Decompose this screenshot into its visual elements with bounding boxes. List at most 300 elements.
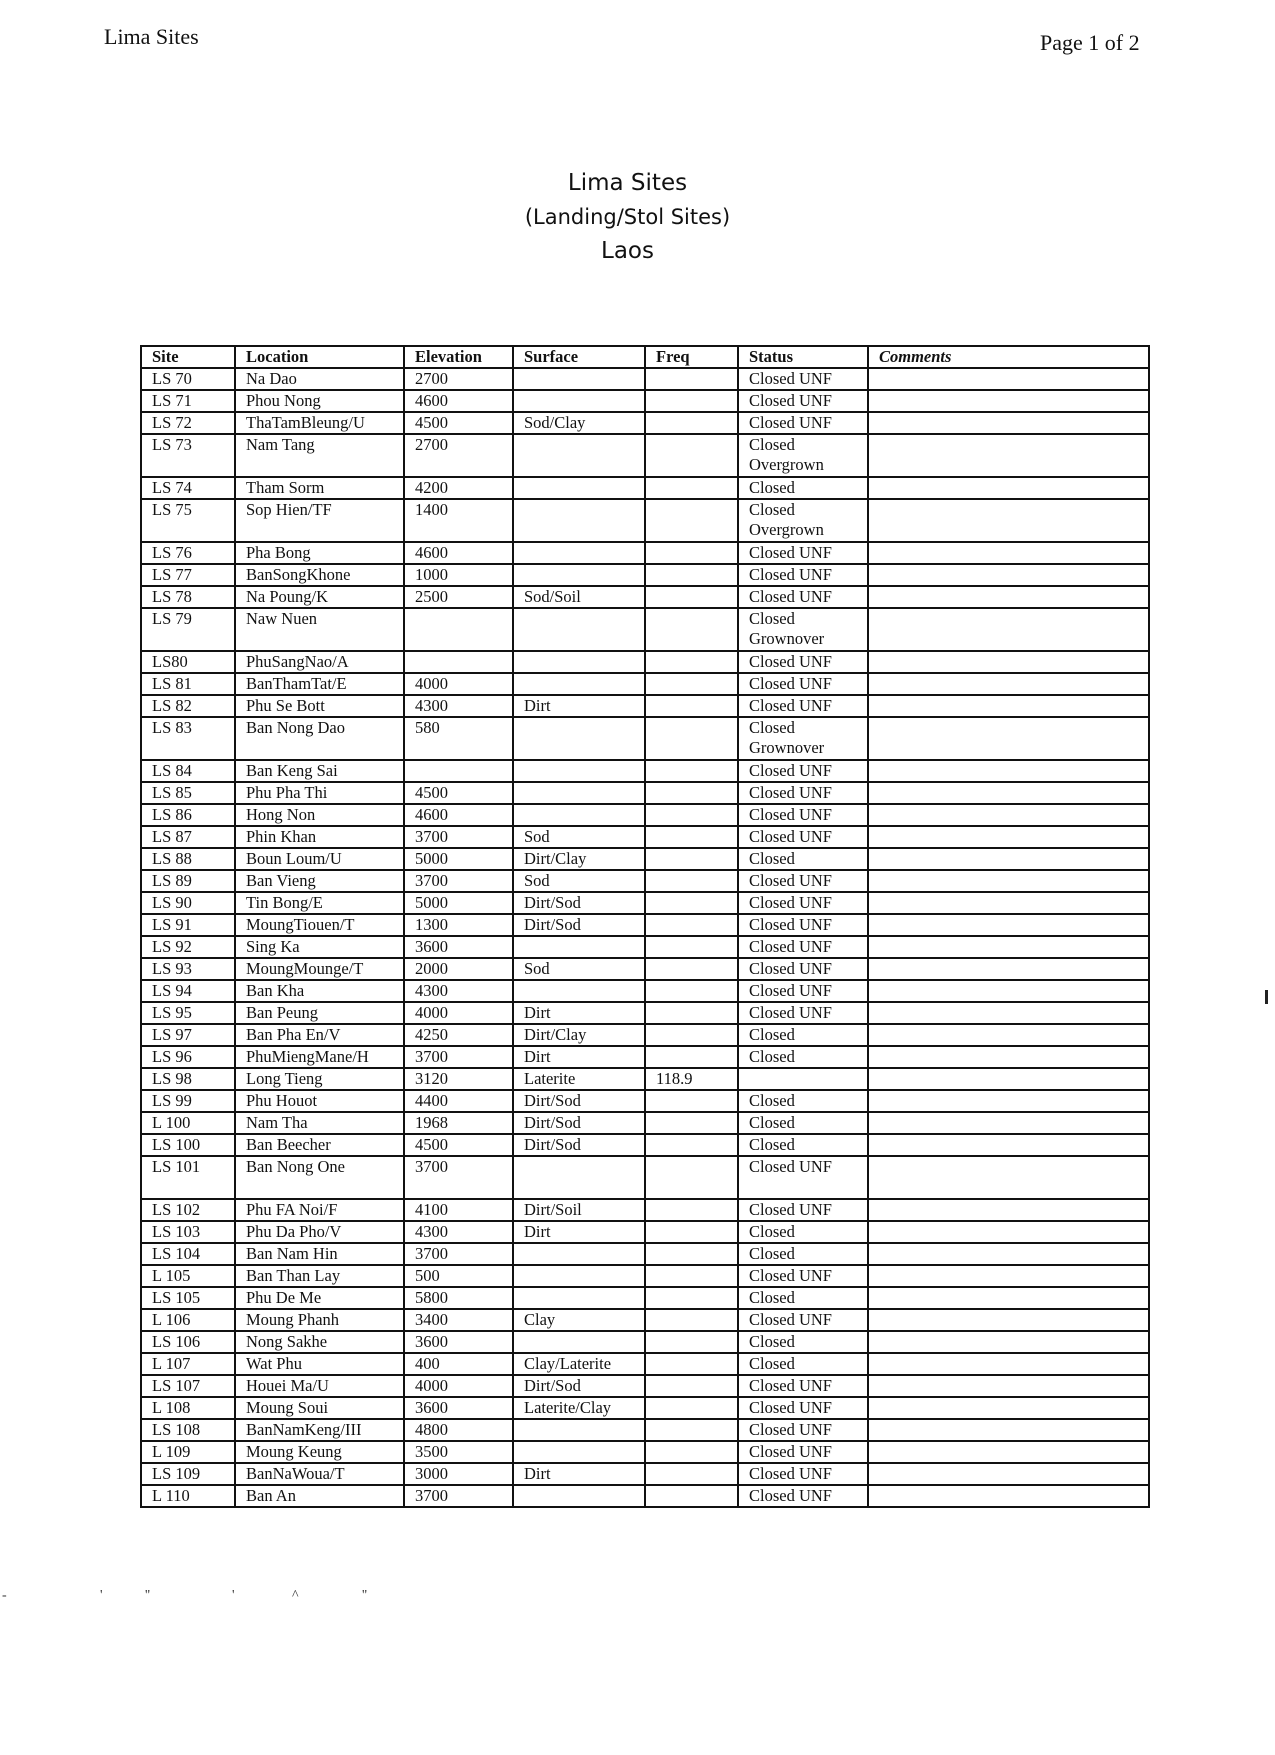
- cell-elevation: 4500: [404, 1134, 513, 1156]
- cell-location: Boun Loum/U: [235, 848, 404, 870]
- cell-surface: [513, 368, 645, 390]
- cell-comments: [868, 1397, 1149, 1419]
- cell-surface: Clay/Laterite: [513, 1353, 645, 1375]
- cell-status: Closed UNF: [738, 980, 868, 1002]
- cell-comments: [868, 673, 1149, 695]
- cell-site: L 110: [141, 1485, 235, 1507]
- cell-surface: Clay: [513, 1309, 645, 1331]
- cell-status: Closed: [738, 1353, 868, 1375]
- cell-surface: Dirt/Sod: [513, 914, 645, 936]
- cell-comments: [868, 760, 1149, 782]
- table-row: [141, 695, 1149, 717]
- cell-location: Long Tieng: [235, 1068, 404, 1090]
- cell-site: LS 102: [141, 1199, 235, 1221]
- table-row: [141, 914, 1149, 936]
- cell-freq: [645, 1353, 738, 1375]
- cell-freq: [645, 542, 738, 564]
- cell-site: LS 100: [141, 1134, 235, 1156]
- table-row: [141, 390, 1149, 412]
- cell-location: Phu De Me: [235, 1287, 404, 1309]
- cell-surface: [513, 1243, 645, 1265]
- cell-location: Ban An: [235, 1485, 404, 1507]
- cell-freq: [645, 673, 738, 695]
- cell-elevation: 2000: [404, 958, 513, 980]
- cell-elevation: 3700: [404, 1046, 513, 1068]
- cell-elevation: 2500: [404, 586, 513, 608]
- cell-comments: [868, 848, 1149, 870]
- cell-elevation: [404, 760, 513, 782]
- cell-status: Closed UNF: [738, 958, 868, 980]
- cell-site: L 109: [141, 1441, 235, 1463]
- cell-freq: [645, 1397, 738, 1419]
- cell-location: BanNamKeng/III: [235, 1419, 404, 1441]
- cell-location: Pha Bong: [235, 542, 404, 564]
- table-row: [141, 1485, 1149, 1507]
- cell-location: Moung Keung: [235, 1441, 404, 1463]
- cell-surface: [513, 1441, 645, 1463]
- cell-elevation: 3700: [404, 826, 513, 848]
- cell-elevation: 4300: [404, 980, 513, 1002]
- cell-status: Closed UNF: [738, 1485, 868, 1507]
- cell-elevation: 2700: [404, 434, 513, 477]
- cell-comments: [868, 434, 1149, 477]
- cell-freq: [645, 1002, 738, 1024]
- document-subtitle: (Landing/Stol Sites): [524, 205, 731, 229]
- cell-comments: [868, 695, 1149, 717]
- cell-status: Closed UNF: [738, 651, 868, 673]
- cell-elevation: 3700: [404, 1485, 513, 1507]
- table-row: [141, 848, 1149, 870]
- cell-site: LS 74: [141, 477, 235, 499]
- cell-freq: [645, 564, 738, 586]
- cell-status: Closed UNF: [738, 826, 868, 848]
- table-row: [141, 1353, 1149, 1375]
- cell-comments: [868, 1485, 1149, 1507]
- cell-status: Closed UNF: [738, 564, 868, 586]
- cell-status: Closed: [738, 1046, 868, 1068]
- cell-location: PhuMiengMane/H: [235, 1046, 404, 1068]
- cell-freq: [645, 717, 738, 760]
- cell-freq: [645, 958, 738, 980]
- cell-comments: [868, 892, 1149, 914]
- cell-elevation: 4400: [404, 1090, 513, 1112]
- cell-surface: [513, 434, 645, 477]
- table-row: [141, 1112, 1149, 1134]
- column-header-freq: Freq: [645, 346, 738, 368]
- cell-comments: [868, 782, 1149, 804]
- cell-status: Closed UNF: [738, 695, 868, 717]
- cell-status: Closed: [738, 1287, 868, 1309]
- cell-site: LS 96: [141, 1046, 235, 1068]
- cell-status: Closed: [738, 1112, 868, 1134]
- cell-surface: Sod/Clay: [513, 412, 645, 434]
- cell-comments: [868, 1287, 1149, 1309]
- cell-status: Closed UNF: [738, 586, 868, 608]
- cell-status: Closed: [738, 1134, 868, 1156]
- cell-surface: [513, 1331, 645, 1353]
- cell-elevation: 1000: [404, 564, 513, 586]
- running-header-title: Lima Sites: [104, 24, 199, 49]
- cell-surface: Dirt: [513, 1002, 645, 1024]
- column-header-elevation: Elevation: [404, 346, 513, 368]
- cell-status: Closed: [738, 1331, 868, 1353]
- table-row: [141, 1265, 1149, 1287]
- cell-freq: [645, 1265, 738, 1287]
- cell-site: LS 86: [141, 804, 235, 826]
- cell-freq: [645, 1046, 738, 1068]
- cell-location: BanNaWoua/T: [235, 1463, 404, 1485]
- cell-location: Na Dao: [235, 368, 404, 390]
- cell-site: LS 83: [141, 717, 235, 760]
- table-row: [141, 760, 1149, 782]
- cell-site: LS 103: [141, 1221, 235, 1243]
- cell-location: Nam Tha: [235, 1112, 404, 1134]
- cell-elevation: 500: [404, 1265, 513, 1287]
- cell-location: Nong Sakhe: [235, 1331, 404, 1353]
- cell-site: LS 71: [141, 390, 235, 412]
- table-row: [141, 892, 1149, 914]
- cell-status: Closed UNF: [738, 390, 868, 412]
- cell-elevation: 4000: [404, 1375, 513, 1397]
- cell-status: Closed UNF: [738, 412, 868, 434]
- table-row: [141, 1002, 1149, 1024]
- cell-location: ThaTamBleung/U: [235, 412, 404, 434]
- cell-comments: [868, 477, 1149, 499]
- cell-site: L 106: [141, 1309, 235, 1331]
- table-row: [141, 958, 1149, 980]
- table-row: [141, 434, 1149, 477]
- cell-location: Nam Tang: [235, 434, 404, 477]
- cell-site: LS 70: [141, 368, 235, 390]
- cell-location: Ban Beecher: [235, 1134, 404, 1156]
- cell-surface: [513, 673, 645, 695]
- cell-comments: [868, 651, 1149, 673]
- cell-site: LS 104: [141, 1243, 235, 1265]
- cell-location: Ban Kha: [235, 980, 404, 1002]
- cell-site: LS 72: [141, 412, 235, 434]
- cell-status: Closed UNF: [738, 1441, 868, 1463]
- cell-status: Closed Overgrown: [738, 499, 868, 542]
- cell-comments: [868, 1463, 1149, 1485]
- cell-location: Ban Peung: [235, 1002, 404, 1024]
- cell-comments: [868, 1375, 1149, 1397]
- cell-location: Hong Non: [235, 804, 404, 826]
- cell-status: Closed UNF: [738, 870, 868, 892]
- cell-location: BanSongKhone: [235, 564, 404, 586]
- cell-site: LS 105: [141, 1287, 235, 1309]
- cell-site: LS 91: [141, 914, 235, 936]
- table-row: [141, 499, 1149, 542]
- cell-comments: [868, 1243, 1149, 1265]
- cell-comments: [868, 1134, 1149, 1156]
- cell-freq: 118.9: [645, 1068, 738, 1090]
- cell-status: Closed UNF: [738, 782, 868, 804]
- cell-freq: [645, 1134, 738, 1156]
- cell-location: Phu Houot: [235, 1090, 404, 1112]
- table-row: [141, 1024, 1149, 1046]
- cell-site: LS 98: [141, 1068, 235, 1090]
- cell-surface: Sod: [513, 870, 645, 892]
- cell-comments: [868, 412, 1149, 434]
- cell-comments: [868, 1199, 1149, 1221]
- cell-elevation: 580: [404, 717, 513, 760]
- cell-surface: Dirt: [513, 1221, 645, 1243]
- cell-site: LS 95: [141, 1002, 235, 1024]
- cell-freq: [645, 1441, 738, 1463]
- cell-comments: [868, 1419, 1149, 1441]
- cell-surface: [513, 804, 645, 826]
- table-header-row: [141, 346, 1149, 368]
- cell-elevation: 4600: [404, 804, 513, 826]
- cell-comments: [868, 1068, 1149, 1090]
- cell-elevation: 1968: [404, 1112, 513, 1134]
- cell-freq: [645, 980, 738, 1002]
- cell-status: Closed UNF: [738, 1375, 868, 1397]
- cell-location: Ban Pha En/V: [235, 1024, 404, 1046]
- cell-status: Closed Grownover: [738, 608, 868, 651]
- cell-status: Closed: [738, 848, 868, 870]
- cell-site: LS 88: [141, 848, 235, 870]
- table-row: [141, 1199, 1149, 1221]
- cell-comments: [868, 826, 1149, 848]
- table-row: [141, 782, 1149, 804]
- cell-site: LS 106: [141, 1331, 235, 1353]
- cell-surface: [513, 1265, 645, 1287]
- cell-surface: Dirt/Clay: [513, 1024, 645, 1046]
- cell-freq: [645, 412, 738, 434]
- cell-freq: [645, 1156, 738, 1199]
- cell-elevation: [404, 651, 513, 673]
- cell-status: Closed: [738, 1221, 868, 1243]
- cell-elevation: 4600: [404, 542, 513, 564]
- cell-location: PhuSangNao/A: [235, 651, 404, 673]
- cell-comments: [868, 1002, 1149, 1024]
- cell-elevation: 3600: [404, 1397, 513, 1419]
- cell-elevation: 3400: [404, 1309, 513, 1331]
- cell-surface: [513, 477, 645, 499]
- cell-location: Phu Se Bott: [235, 695, 404, 717]
- cell-site: LS 73: [141, 434, 235, 477]
- cell-freq: [645, 1309, 738, 1331]
- cell-status: Closed UNF: [738, 1419, 868, 1441]
- cell-freq: [645, 782, 738, 804]
- cell-elevation: 4200: [404, 477, 513, 499]
- cell-freq: [645, 1419, 738, 1441]
- cell-status: Closed UNF: [738, 936, 868, 958]
- cell-site: LS 109: [141, 1463, 235, 1485]
- cell-status: Closed Overgrown: [738, 434, 868, 477]
- cell-surface: [513, 651, 645, 673]
- cell-elevation: 4800: [404, 1419, 513, 1441]
- cell-comments: [868, 914, 1149, 936]
- cell-surface: [513, 542, 645, 564]
- cell-location: Phu Da Pho/V: [235, 1221, 404, 1243]
- cell-freq: [645, 695, 738, 717]
- cell-site: LS 99: [141, 1090, 235, 1112]
- cell-site: LS 85: [141, 782, 235, 804]
- lima-sites-table: [140, 345, 1150, 1508]
- cell-freq: [645, 914, 738, 936]
- cell-status: Closed: [738, 1024, 868, 1046]
- cell-freq: [645, 1112, 738, 1134]
- cell-surface: Dirt/Sod: [513, 892, 645, 914]
- cell-elevation: 4000: [404, 1002, 513, 1024]
- cell-freq: [645, 848, 738, 870]
- cell-elevation: 1300: [404, 914, 513, 936]
- table-row: [141, 1463, 1149, 1485]
- column-header-surface: Surface: [513, 346, 645, 368]
- cell-status: Closed UNF: [738, 1156, 868, 1199]
- cell-freq: [645, 760, 738, 782]
- cell-site: LS 89: [141, 870, 235, 892]
- table-row: [141, 936, 1149, 958]
- table-row: [141, 980, 1149, 1002]
- column-header-site: Site: [141, 346, 235, 368]
- cell-status: Closed UNF: [738, 760, 868, 782]
- cell-surface: [513, 1156, 645, 1199]
- cell-site: LS 75: [141, 499, 235, 542]
- cell-comments: [868, 1156, 1149, 1199]
- cell-status: Closed UNF: [738, 368, 868, 390]
- cell-surface: [513, 390, 645, 412]
- cell-location: Na Poung/K: [235, 586, 404, 608]
- cell-status: [738, 1068, 868, 1090]
- cell-site: LS 108: [141, 1419, 235, 1441]
- cell-status: Closed UNF: [738, 892, 868, 914]
- cell-site: LS 107: [141, 1375, 235, 1397]
- cell-site: LS 92: [141, 936, 235, 958]
- table-row: [141, 368, 1149, 390]
- table-row: [141, 1221, 1149, 1243]
- cell-surface: Sod: [513, 826, 645, 848]
- cell-comments: [868, 1331, 1149, 1353]
- page-number: Page 1 of 2: [1040, 30, 1140, 55]
- cell-surface: [513, 782, 645, 804]
- cell-elevation: 5800: [404, 1287, 513, 1309]
- cell-surface: Dirt/Sod: [513, 1134, 645, 1156]
- cell-elevation: 4300: [404, 1221, 513, 1243]
- cell-freq: [645, 499, 738, 542]
- cell-status: Closed UNF: [738, 804, 868, 826]
- cell-status: Closed UNF: [738, 1265, 868, 1287]
- cell-surface: [513, 1287, 645, 1309]
- cell-comments: [868, 1046, 1149, 1068]
- cell-location: Tin Bong/E: [235, 892, 404, 914]
- table-row: [141, 1287, 1149, 1309]
- cell-location: Phou Nong: [235, 390, 404, 412]
- cell-location: Sop Hien/TF: [235, 499, 404, 542]
- cell-comments: [868, 1090, 1149, 1112]
- cell-surface: Dirt/Sod: [513, 1375, 645, 1397]
- cell-freq: [645, 1375, 738, 1397]
- cell-elevation: 3700: [404, 1243, 513, 1265]
- cell-surface: [513, 717, 645, 760]
- cell-site: L 105: [141, 1265, 235, 1287]
- cell-surface: [513, 936, 645, 958]
- table-row: [141, 870, 1149, 892]
- cell-freq: [645, 1221, 738, 1243]
- table-row: [141, 1309, 1149, 1331]
- cell-site: LS 90: [141, 892, 235, 914]
- cell-surface: [513, 564, 645, 586]
- cell-comments: [868, 1441, 1149, 1463]
- document-title: Lima Sites: [567, 170, 688, 196]
- cell-surface: Dirt/Clay: [513, 848, 645, 870]
- cell-surface: Laterite/Clay: [513, 1397, 645, 1419]
- cell-location: Naw Nuen: [235, 608, 404, 651]
- table-row: [141, 1331, 1149, 1353]
- cell-freq: [645, 1331, 738, 1353]
- cell-surface: [513, 1485, 645, 1507]
- cell-comments: [868, 542, 1149, 564]
- cell-location: Moung Phanh: [235, 1309, 404, 1331]
- cell-elevation: 3500: [404, 1441, 513, 1463]
- table-row: [141, 1397, 1149, 1419]
- table-row: [141, 1156, 1149, 1199]
- cell-freq: [645, 936, 738, 958]
- cell-elevation: 1400: [404, 499, 513, 542]
- cell-surface: Dirt: [513, 695, 645, 717]
- cell-elevation: 3120: [404, 1068, 513, 1090]
- cell-status: Closed UNF: [738, 1397, 868, 1419]
- cell-site: LS 77: [141, 564, 235, 586]
- cell-freq: [645, 586, 738, 608]
- document-country: Laos: [601, 238, 654, 264]
- cell-status: Closed UNF: [738, 673, 868, 695]
- document-title-block: [0, 166, 1255, 268]
- cell-location: Moung Soui: [235, 1397, 404, 1419]
- cell-location: Ban Nam Hin: [235, 1243, 404, 1265]
- cell-surface: Sod: [513, 958, 645, 980]
- cell-location: Phu FA Noi/F: [235, 1199, 404, 1221]
- cell-elevation: 4300: [404, 695, 513, 717]
- column-header-location: Location: [235, 346, 404, 368]
- cell-elevation: [404, 608, 513, 651]
- cell-surface: Sod/Soil: [513, 586, 645, 608]
- cell-location: Tham Sorm: [235, 477, 404, 499]
- cell-location: Phu Pha Thi: [235, 782, 404, 804]
- cell-freq: [645, 1199, 738, 1221]
- cell-elevation: 5000: [404, 848, 513, 870]
- cell-freq: [645, 434, 738, 477]
- cell-freq: [645, 477, 738, 499]
- table-row: [141, 608, 1149, 651]
- table-row: [141, 673, 1149, 695]
- cell-comments: [868, 499, 1149, 542]
- cell-location: Ban Keng Sai: [235, 760, 404, 782]
- cell-comments: [868, 1265, 1149, 1287]
- column-header-comments: Comments: [868, 346, 1149, 368]
- cell-freq: [645, 892, 738, 914]
- cell-surface: [513, 980, 645, 1002]
- cell-comments: [868, 980, 1149, 1002]
- cell-freq: [645, 1485, 738, 1507]
- cell-site: L 100: [141, 1112, 235, 1134]
- cell-elevation: 400: [404, 1353, 513, 1375]
- cell-status: Closed UNF: [738, 542, 868, 564]
- cell-elevation: 3000: [404, 1463, 513, 1485]
- cell-comments: [868, 368, 1149, 390]
- cell-comments: [868, 1221, 1149, 1243]
- cell-surface: Laterite: [513, 1068, 645, 1090]
- cell-freq: [645, 804, 738, 826]
- cell-comments: [868, 870, 1149, 892]
- cell-elevation: 2700: [404, 368, 513, 390]
- cell-site: LS 101: [141, 1156, 235, 1199]
- cell-comments: [868, 1353, 1149, 1375]
- cell-comments: [868, 564, 1149, 586]
- cell-surface: Dirt/Sod: [513, 1090, 645, 1112]
